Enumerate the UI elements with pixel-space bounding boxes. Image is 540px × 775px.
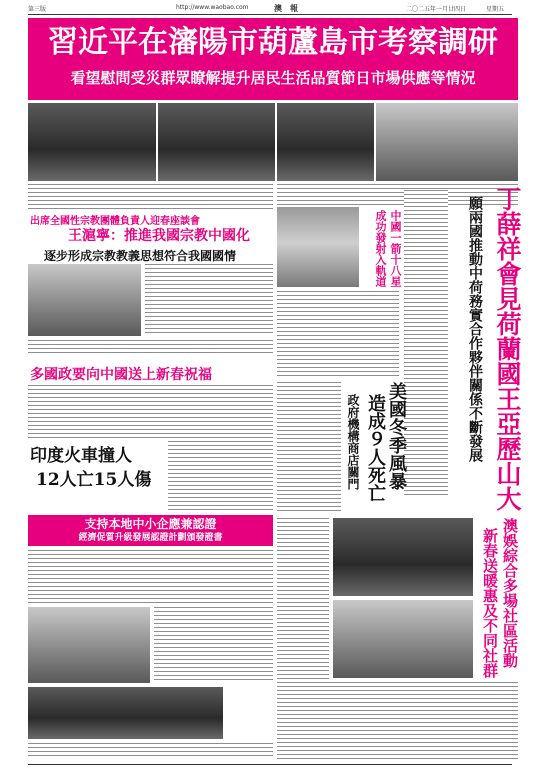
sme-headline-bar — [28, 515, 273, 546]
satellite-body — [277, 291, 399, 377]
macau-body-bottom — [277, 682, 518, 759]
lead-photo-4 — [376, 103, 518, 181]
dutch-subhead: 願兩國推動中荷務實合作夥伴關係不斷發展 — [467, 196, 483, 462]
sme-body — [28, 550, 273, 604]
macau-headline: 澳娛綜合多場社區活動 — [501, 518, 519, 668]
lead-banner — [28, 18, 518, 100]
dutch-headline: 丁薛祥會見荷蘭國王亞歷山大 — [493, 186, 522, 511]
lead-headline: 習近平在瀋陽市葫蘆島市考察調研 — [48, 25, 498, 60]
lead-body-left — [28, 184, 273, 211]
storm-headline-1: 美國冬季風暴 — [386, 382, 407, 490]
religion-headline: 王滬寧：推進我國宗教中國化 — [68, 228, 250, 244]
masthead: 澳 報 — [274, 4, 298, 13]
dutch-body — [404, 190, 448, 495]
lead-photo-2 — [158, 103, 275, 181]
macau-photo-1 — [333, 518, 473, 596]
sme-subhead: 經濟促質升級發展認證計劃頒發證書 — [78, 533, 223, 543]
spring-body — [28, 385, 273, 440]
india-body — [168, 441, 273, 511]
issue-date: 二〇二五年一月廿四日 — [406, 6, 467, 13]
lead-photo-1 — [28, 103, 156, 181]
site-url[interactable]: http://www.waobao.com — [176, 4, 249, 11]
page-header — [28, 4, 512, 14]
issue-weekday: 星期五 — [486, 6, 505, 13]
header-rule — [28, 14, 512, 15]
storm-subhead: 政府機構商店關門 — [346, 394, 360, 490]
sme-body-right — [154, 607, 273, 683]
spring-headline: 多國政要向中國送上新春祝福 — [30, 367, 212, 383]
religion-body-right — [145, 264, 273, 336]
religion-photo — [28, 264, 141, 336]
rocket-launch-photo — [277, 207, 359, 287]
macau-photo-2 — [333, 600, 473, 678]
religion-body-bottom — [28, 340, 273, 356]
religion-subhead: 逐步形成宗教教義思想符合我國國情 — [44, 249, 237, 263]
satellite-headline: 中國一箭十八星 — [389, 210, 402, 287]
lead-subheadline: 看望慰問受災群眾瞭解提升居民生活品質節日市場供應等情況 — [70, 69, 476, 87]
sme-group-photo — [28, 687, 223, 739]
sme-ceremony-photo — [28, 607, 150, 683]
india-headline-1: 印度火車撞人 — [30, 446, 132, 466]
india-headline-2: 12人亡15人傷 — [36, 470, 152, 490]
macau-subhead: 新春送暖惠及不同社群 — [481, 528, 499, 678]
satellite-subhead: 成功發射入軌道 — [374, 210, 387, 287]
storm-headline-2: 造成９人死亡 — [365, 394, 386, 502]
page-number: 第三版 — [28, 6, 47, 13]
sme-headline: 支持本地中小企應兼認證 — [84, 517, 217, 531]
footer-rule — [28, 764, 512, 765]
lead-photo-3 — [277, 103, 374, 181]
sme-body-bottom — [28, 743, 273, 759]
storm-body — [277, 382, 341, 512]
religion-kicker: 出席全國性宗教團體負責人迎春座談會 — [30, 216, 200, 227]
